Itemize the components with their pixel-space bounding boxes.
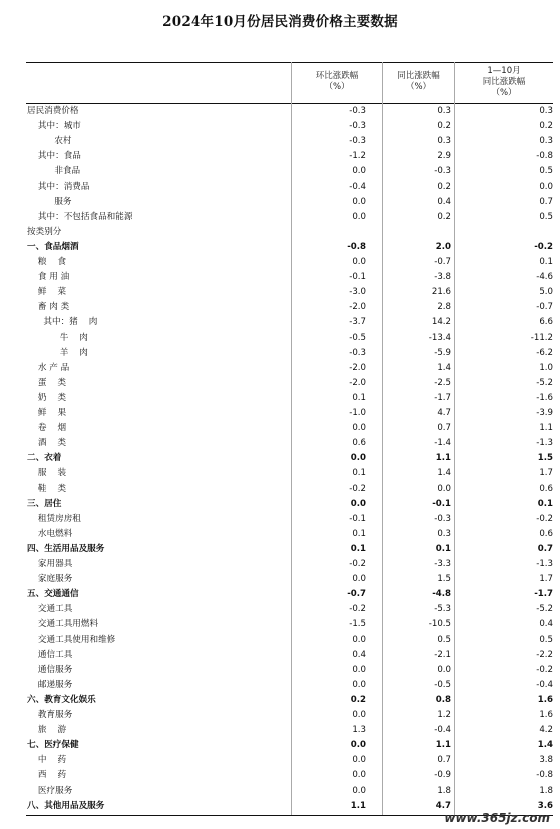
cell-ytd: -3.9: [536, 408, 553, 418]
row-label: 按类别分: [27, 226, 62, 237]
row-label: 中 药: [27, 755, 67, 766]
table-row: [26, 300, 553, 315]
cell-ytd: 1.1: [539, 423, 553, 434]
row-label: 非食品: [27, 166, 81, 177]
cell-ytd: -4.6: [536, 272, 553, 283]
row-label: 羊 肉: [27, 347, 88, 358]
cell-ytd: 3.6: [537, 800, 553, 811]
table-row: [26, 315, 553, 330]
cell-mom: -0.3: [349, 121, 366, 132]
cell-mom: 0.1: [352, 468, 366, 479]
row-label: 粮 食: [27, 257, 67, 267]
cell-ytd: 0.1: [539, 257, 553, 267]
row-label: 交通工具: [27, 604, 73, 615]
cell-yoy: -3.8: [434, 272, 451, 283]
cell-yoy: 0.0: [437, 483, 451, 494]
table-row: [26, 466, 553, 481]
table-row: [26, 210, 553, 225]
cell-mom: -2.0: [349, 302, 366, 313]
cell-ytd: 1.0: [539, 362, 553, 373]
cell-yoy: 0.4: [437, 196, 451, 207]
cell-yoy: 21.6: [431, 287, 451, 298]
cell-ytd: -5.2: [536, 377, 553, 388]
cell-ytd: 0.5: [539, 211, 553, 222]
row-label: 服务: [27, 196, 72, 207]
table-row: [26, 784, 553, 799]
cell-mom: -0.3: [349, 347, 366, 358]
cell-mom: -2.0: [349, 362, 366, 373]
table-row: [26, 738, 553, 753]
cell-ytd: 0.1: [537, 498, 553, 509]
table-row: [26, 331, 553, 346]
table-row: [26, 346, 553, 361]
table-row: [26, 361, 553, 376]
row-label: 其中：消费品: [27, 181, 90, 192]
table-row: [26, 421, 553, 436]
cell-mom: -1.2: [349, 151, 366, 162]
row-label: 四、生活用品及服务: [27, 543, 105, 554]
cell-ytd: -2.2: [536, 649, 553, 660]
cell-mom: 0.0: [352, 166, 366, 177]
row-label: 西 药: [27, 770, 67, 781]
cell-ytd: -0.7: [536, 302, 553, 313]
header-ytd-line2: 同比涨跌幅: [482, 76, 526, 87]
cell-yoy: -0.7: [434, 257, 451, 267]
row-label: 五、交通通信: [27, 589, 79, 600]
row-label: 卷 烟: [27, 423, 67, 434]
row-label: 一、食品烟酒: [27, 241, 79, 252]
table-row: [26, 587, 553, 602]
cell-mom: 0.0: [350, 740, 366, 751]
cell-ytd: 0.5: [539, 166, 553, 177]
cell-mom: 0.1: [350, 543, 366, 554]
cell-yoy: 14.2: [431, 317, 451, 328]
cell-mom: -0.1: [349, 513, 366, 524]
cell-yoy: 0.5: [437, 634, 451, 645]
cell-mom: 0.0: [352, 785, 366, 796]
table-row: [26, 663, 553, 678]
cell-ytd: 1.5: [537, 453, 553, 464]
cell-yoy: -0.9: [434, 770, 451, 781]
cell-yoy: -2.5: [434, 377, 451, 388]
cell-yoy: 2.8: [437, 302, 451, 313]
cell-yoy: 1.8: [437, 785, 451, 796]
table-row: [26, 648, 553, 663]
cell-ytd: 0.0: [539, 181, 553, 192]
cell-yoy: -1.4: [434, 438, 451, 449]
cell-mom: -0.2: [349, 483, 366, 494]
cell-yoy: 0.3: [437, 106, 451, 116]
row-label: 医疗服务: [27, 785, 73, 796]
row-label: 农村: [27, 136, 72, 147]
cell-yoy: -3.3: [434, 559, 451, 569]
table-row: [26, 557, 553, 572]
cell-mom: 0.4: [352, 649, 366, 660]
cell-ytd: 0.4: [539, 619, 553, 630]
row-label: 通信工具: [27, 649, 73, 660]
cell-ytd: 3.8: [539, 755, 553, 766]
cell-yoy: 1.4: [437, 468, 451, 479]
table-row: [26, 693, 553, 708]
cell-mom: -1.0: [349, 408, 366, 418]
table-row: [26, 482, 553, 497]
row-label: 六、教育文化娱乐: [27, 694, 96, 705]
cell-yoy: 0.2: [437, 211, 451, 222]
row-label: 八、其他用品及服务: [27, 800, 105, 811]
cell-mom: -0.7: [347, 589, 366, 600]
row-label: 鞋 类: [27, 483, 67, 494]
cell-yoy: -1.7: [434, 392, 451, 403]
row-label: 其中：不包括食品和能源: [27, 211, 133, 222]
header-mom: [292, 62, 382, 102]
header-mom-line2: （%）: [324, 82, 350, 92]
cell-ytd: 1.8: [539, 785, 553, 796]
table-row: [26, 768, 553, 783]
table-row: [26, 119, 553, 134]
cell-mom: 1.1: [350, 800, 366, 811]
cell-mom: -0.4: [349, 181, 366, 192]
cell-yoy: 4.7: [437, 408, 451, 418]
watermark: www.365jz.com: [444, 811, 550, 825]
cell-mom: -3.7: [349, 317, 366, 328]
row-label: 通信服务: [27, 664, 73, 675]
header-yoy: [383, 62, 454, 102]
cell-yoy: -0.5: [434, 679, 451, 690]
row-label: 水电燃料: [27, 528, 73, 539]
cell-ytd: 1.7: [539, 574, 553, 585]
cell-ytd: -1.6: [536, 392, 553, 403]
cell-mom: 0.0: [352, 634, 366, 645]
table-row: [26, 527, 553, 542]
cell-yoy: 0.3: [437, 136, 451, 147]
cell-yoy: 0.1: [435, 543, 451, 554]
cell-yoy: -5.3: [434, 604, 451, 615]
cell-yoy: 2.9: [437, 151, 451, 162]
row-label: 畜 肉 类: [27, 302, 70, 313]
header-yoy-line1: 同比涨跌幅: [397, 71, 440, 81]
row-label: 食 用 油: [27, 272, 70, 283]
cell-mom: 0.0: [352, 211, 366, 222]
row-label: 居民消费价格: [27, 106, 79, 116]
table-row: [26, 225, 553, 240]
cell-mom: 0.0: [352, 679, 366, 690]
table-row: [26, 451, 553, 466]
table-row: [26, 270, 553, 285]
cell-ytd: 0.5: [539, 634, 553, 645]
cell-yoy: -0.3: [434, 513, 451, 524]
row-label: 三、居住: [27, 498, 62, 509]
cell-ytd: 1.7: [539, 468, 553, 479]
cell-ytd: -0.2: [534, 241, 553, 252]
cell-ytd: 0.3: [539, 106, 553, 116]
cell-yoy: 1.1: [435, 740, 451, 751]
cell-yoy: -10.5: [428, 619, 451, 630]
cell-mom: 1.3: [352, 725, 366, 736]
header-ytd-line3: （%）: [491, 87, 517, 98]
cell-yoy: 0.2: [437, 121, 451, 132]
table-row: [26, 285, 553, 300]
cell-yoy: -4.8: [432, 589, 451, 600]
cell-mom: -0.8: [347, 241, 366, 252]
cell-mom: 0.1: [352, 392, 366, 403]
row-label: 邮递服务: [27, 679, 73, 690]
page-title: 2024年10月份居民消费价格主要数据: [162, 14, 398, 30]
cell-ytd: 1.6: [539, 710, 553, 720]
cell-ytd: 0.7: [537, 543, 553, 554]
cell-ytd: 0.6: [539, 528, 553, 539]
table-row: [26, 134, 553, 149]
cell-ytd: -5.2: [536, 604, 553, 615]
table-row: [26, 633, 553, 648]
cell-ytd: 5.0: [539, 287, 553, 298]
cell-yoy: 1.2: [437, 710, 451, 720]
cell-yoy: 1.4: [437, 362, 451, 373]
table-row: [26, 104, 553, 119]
row-label: 牛 肉: [27, 332, 88, 343]
row-label: 旅 游: [27, 725, 67, 736]
cell-ytd: 0.7: [539, 196, 553, 207]
header-yoy-line2: （%）: [405, 82, 432, 92]
cell-mom: 0.0: [352, 423, 366, 434]
header-ytd-line1: 1—10月: [487, 65, 521, 76]
header-ytd: [455, 62, 553, 102]
table-row: [26, 240, 553, 255]
table-row: [26, 708, 553, 723]
cell-yoy: 0.0: [437, 664, 451, 675]
cell-ytd: -0.2: [536, 513, 553, 524]
cell-ytd: 0.3: [539, 136, 553, 147]
cell-yoy: 1.5: [437, 574, 451, 585]
cell-mom: 0.0: [352, 755, 366, 766]
table-row: [26, 376, 553, 391]
table-row: [26, 617, 553, 632]
cell-yoy: -13.4: [428, 332, 451, 343]
cell-mom: 0.0: [350, 498, 366, 509]
cell-yoy: 1.1: [435, 453, 451, 464]
cell-mom: 0.0: [352, 574, 366, 585]
table-row: [26, 406, 553, 421]
row-label: 教育服务: [27, 710, 73, 720]
table-row: [26, 255, 553, 270]
cell-ytd: 0.6: [539, 483, 553, 494]
cell-ytd: -0.4: [536, 679, 553, 690]
cell-yoy: -0.3: [434, 166, 451, 177]
cell-ytd: 1.6: [537, 694, 553, 705]
table-row: [26, 678, 553, 693]
cell-mom: 0.6: [352, 438, 366, 449]
cell-yoy: -0.1: [432, 498, 451, 509]
cell-mom: -2.0: [349, 377, 366, 388]
cell-ytd: -0.8: [536, 770, 553, 781]
row-label: 其中：城市: [27, 121, 81, 132]
cell-mom: 0.2: [350, 694, 366, 705]
row-label: 交通工具使用和维修: [27, 634, 116, 645]
cell-mom: 0.0: [352, 664, 366, 675]
cell-yoy: 0.2: [437, 181, 451, 192]
row-label: 家庭服务: [27, 574, 73, 585]
cell-yoy: 2.0: [435, 241, 451, 252]
cell-ytd: -0.2: [536, 664, 553, 675]
cell-yoy: 0.8: [435, 694, 451, 705]
row-label: 酒 类: [27, 438, 67, 449]
table-row: [26, 512, 553, 527]
cell-mom: -0.5: [349, 332, 366, 343]
cell-yoy: 0.7: [437, 423, 451, 434]
cell-yoy: -2.1: [434, 649, 451, 660]
table-row: [26, 164, 553, 179]
cell-mom: 0.0: [352, 710, 366, 720]
cell-mom: 0.0: [352, 257, 366, 267]
table-row: [26, 723, 553, 738]
header-mom-line1: 环比涨跌幅: [315, 71, 359, 81]
cell-ytd: -1.3: [536, 438, 553, 449]
table-row: [26, 180, 553, 195]
cell-ytd: -1.3: [536, 559, 553, 569]
row-label: 服 装: [27, 468, 67, 479]
cell-mom: -1.5: [349, 619, 366, 630]
table-row: [26, 572, 553, 587]
row-label: 七、医疗保健: [27, 740, 79, 751]
table-row: [26, 542, 553, 557]
row-label: 水 产 品: [27, 362, 70, 373]
cell-yoy: -5.9: [434, 347, 451, 358]
table-row: [26, 195, 553, 210]
table-row: [26, 602, 553, 617]
row-label: 其中：食品: [27, 151, 81, 162]
cell-mom: -0.1: [349, 272, 366, 283]
row-label: 其中：猪 肉: [27, 317, 98, 328]
table-row: [26, 391, 553, 406]
cell-mom: -0.3: [349, 106, 366, 116]
cell-yoy: 0.7: [437, 755, 451, 766]
cell-yoy: 0.3: [437, 528, 451, 539]
table-row: [26, 753, 553, 768]
cell-mom: 0.1: [352, 528, 366, 539]
table-row: [26, 436, 553, 451]
row-label: 鲜 果: [27, 408, 67, 418]
row-label: 蛋 类: [27, 377, 67, 388]
cell-ytd: 4.2: [539, 725, 553, 736]
row-label: 交通工具用燃料: [27, 619, 99, 630]
cell-ytd: -6.2: [536, 347, 553, 358]
row-label: 家用器具: [27, 559, 73, 569]
cell-mom: 0.0: [352, 770, 366, 781]
cell-ytd: -1.7: [534, 589, 553, 600]
cell-mom: -0.2: [349, 559, 366, 569]
cell-ytd: 0.2: [539, 121, 553, 132]
row-label: 奶 类: [27, 392, 67, 403]
cell-ytd: 1.4: [537, 740, 553, 751]
row-label: 租赁房房租: [27, 513, 81, 524]
cell-mom: 0.0: [352, 196, 366, 207]
cell-mom: 0.0: [350, 453, 366, 464]
row-label: 二、衣着: [27, 453, 62, 464]
cell-yoy: 4.7: [435, 800, 451, 811]
cell-mom: -3.0: [349, 287, 366, 298]
cell-ytd: -11.2: [530, 332, 553, 343]
cell-mom: -0.3: [349, 136, 366, 147]
cell-ytd: 6.6: [539, 317, 553, 328]
cell-yoy: -0.4: [434, 725, 451, 736]
cell-ytd: -0.8: [536, 151, 553, 162]
table-row: [26, 149, 553, 164]
row-label: 鲜 菜: [27, 287, 67, 298]
cell-mom: -0.2: [349, 604, 366, 615]
table-row: [26, 497, 553, 512]
